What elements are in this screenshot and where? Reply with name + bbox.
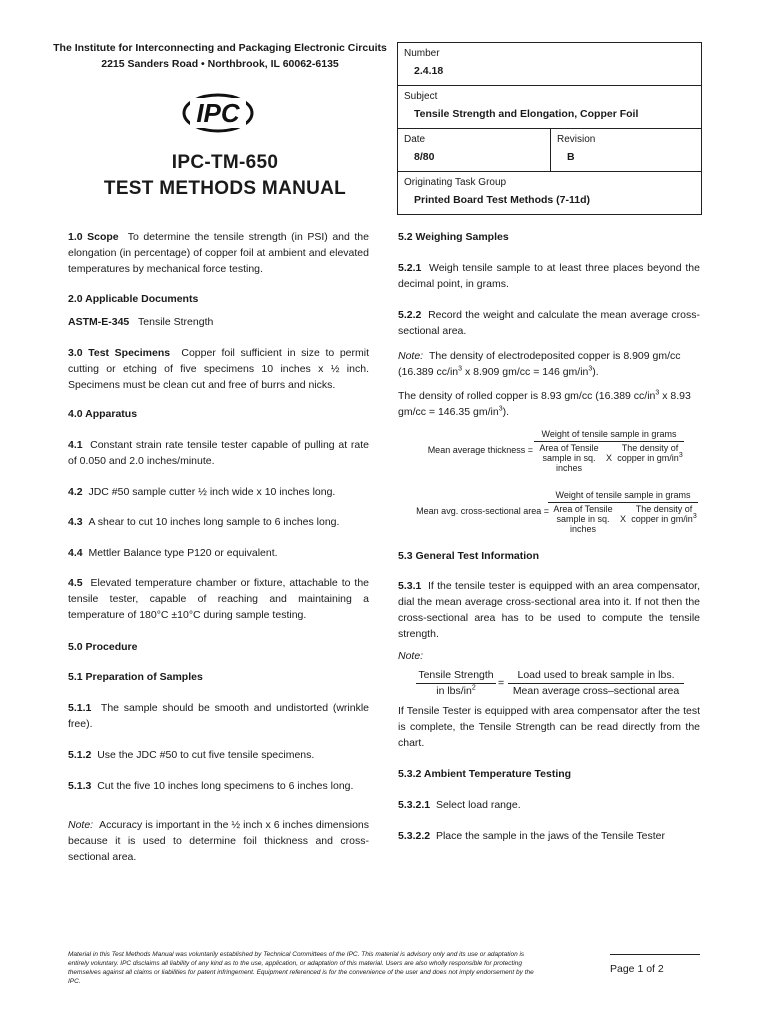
item-number: 4.2 [68,486,83,498]
density-text-b: x 8.93 gm/cc = 146.35 gm/in [398,390,691,418]
institute-address: 2215 Sanders Road • Northbrook, IL 60062-6135 [101,58,339,70]
step-number: 5.3.2.1 [398,799,431,811]
item-text: A shear to cut 10 inches long sample to 6 inches long. [88,516,340,528]
specimens-section [68,345,369,393]
step-text: Weigh tensile sample to at least three places beyond the decimal point, in grams. [398,262,700,290]
scope-text: To determine the tensile strength (in PSI) and the elongation (in percentage) of copper foil at ambient and elevated temperatures by mechanical force testing. [68,231,369,275]
task-group-row [398,172,701,214]
cross-section-formula [398,489,700,539]
subject-row [398,86,701,129]
step-number: 5.3.1 [398,580,422,592]
step-5-1-3 [68,778,369,794]
density-text-a: The density of electrodeposited copper is 8.909 gm/cc (16.389 cc/in [398,350,681,378]
fraction-bar [534,441,684,442]
multiply-sign: X [619,514,626,524]
density-text-c: ). [502,406,510,418]
superscript: 3 [498,405,503,413]
step-number: 5.3.2.2 [398,830,431,842]
step-text: Record the weight and calculate the mean average cross-sectional area. [398,309,700,337]
subject-value: Tensile Strength and Elongation, Copper Foil [414,108,639,120]
scope-heading: 1.0 Scope [68,231,119,243]
institute-header [40,40,400,72]
ambient-testing-heading: 5.3.2 Ambient Temperature Testing [398,768,572,780]
apparatus-4-1 [68,437,369,469]
applicable-docs-heading: 2.0 Applicable Documents [68,293,199,305]
procedure-heading: 5.0 Procedure [68,641,138,653]
step-5-2-2 [398,307,700,339]
apparatus-heading: 4.0 Apparatus [68,408,138,420]
multiply-sign: X [605,453,612,463]
apparatus-4-5 [68,575,369,623]
step-text: Cut the five 10 inches long specimens to 6 inches long. [97,780,354,792]
general-info-heading: 5.3 General Test Information [398,550,540,562]
note-label: Note: [398,650,424,662]
date-revision-row [398,129,701,172]
item-number: 4.5 [68,577,83,589]
astm-code: ASTM-E-345 [68,316,130,328]
step-number: 5.2.1 [398,262,422,274]
manual-title [60,150,390,202]
note-label: Note: [68,819,94,831]
document-info-box [397,42,702,215]
item-text: Mettler Balance type P120 or equivalent. [88,547,278,559]
formula-rhs-numerator: Load used to break sample in lbs. [517,669,675,681]
task-group-value: Printed Board Test Methods (7-11d) [414,194,590,206]
number-label: Number [404,48,440,59]
formula-lhs-bottom: in lbs/$in^2$ [436,684,476,697]
step-5-1-2 [68,747,369,763]
step-text: If the tensile tester is equipped with an area compensator, dial the mean average cross-sectional area into it. If not then the cross-sectional area has to be used to compute the tensile strength. [398,580,700,640]
specimens-heading: 3.0 Test Specimens [68,347,171,359]
step-5-3-2-1 [398,797,700,813]
institute-name: The Institute for Interconnecting and Packaging Electronic Circuits [53,42,387,54]
step-text: Place the sample in the jaws of the Tensile Tester [435,830,665,842]
formula-denominator-density: The density of copper in $gm/in^3$ [617,443,683,463]
number-row [398,43,701,86]
date-value: 8/80 [414,151,435,163]
subject-label: Subject [404,91,438,102]
formula-denominator-area: Area of Tensile sample in sq. inches [553,504,613,534]
item-number: 4.4 [68,547,83,559]
formula-label: Mean avg. cross-sectional area = [416,506,549,516]
step-5-1-1 [68,700,369,732]
specimens-text: Copper foil sufficient in size to permit cutting or etching of five specimens 10 inches x ½ inch. Specimens must be clean cut and free of burrs and nicks. [68,347,370,391]
thickness-formula [398,428,700,478]
formula-denominator-density: The density of copper in $gm/in^3$ [631,504,697,524]
item-number: 4.3 [68,516,83,528]
apparatus-4-2 [68,484,369,500]
manual-name: TEST METHODS MANUAL [103,178,347,199]
revision-value: B [567,151,575,163]
item-text: JDC #50 sample cutter ½ inch wide x 10 inches long. [88,486,336,498]
step-5-3-2-2 [398,828,700,844]
number-value: 2.4.18 [414,65,444,77]
step-5-3-1 [398,578,700,642]
formula-label: Mean average thickness = [427,445,533,455]
step-number: 5.2.2 [398,309,422,321]
date-label: Date [404,134,426,145]
scope-section [68,229,369,277]
fraction-bar [548,502,698,503]
item-text: Elevated temperature chamber or fixture, attachable to the tensile tester, capable of reaching and maintaining a temperature of 180°C ±10°C during sample testing. [68,577,369,621]
rolled-copper-density [398,388,700,420]
superscript: 3 [588,365,593,373]
revision-label: Revision [557,134,596,145]
step-number: 5.1.1 [68,702,92,714]
note-text: Accuracy is important in the ½ inch x 6 inches dimensions because it is used to determine foil thickness and cross-sectional area. [68,819,370,863]
manual-code: IPC-TM-650 [171,152,279,173]
note-label: Note: [398,350,424,362]
apparatus-4-3 [68,514,369,530]
disclaimer-note: Material in this Test Methods Manual was voluntarily established by Technical Committees of the IPC. This material is advisory only and its use or adaptation is entirely voluntary. IPC disclaims all liability of any kind as to the use, application, or adaptation of this material. Users are also wholly responsible for protecting themselves against all claims or liabilities for patent infringement. Equipment referenced is for the convenience of the user and does not imply endorsement by the IPC. [68,951,534,985]
equals-sign: = [498,677,505,689]
formula-numerator: Weight of tensile sample in grams [541,429,677,439]
step-5-2-1 [398,260,700,292]
compensator-text: If Tensile Tester is equipped with area compensator after the test is complete, the Tensile Strength can be read directly from the chart. [398,705,700,749]
astm-title: Tensile Strength [138,316,214,328]
item-number: 4.1 [68,439,83,451]
density-text-b: x 8.909 gm/cc = 146 gm/in [462,366,589,378]
apparatus-4-4 [68,545,369,561]
item-text: Constant strain rate tensile tester capable of pulling at rate of 0.050 and 2.0 inches/minute. [68,439,369,467]
formula-denominator-area: Area of Tensile sample in sq. inches [539,443,599,473]
astm-reference [68,314,369,330]
tensile-strength-formula [398,668,700,702]
step-text: The sample should be smooth and undistorted (wrinkle free). [68,702,369,730]
density-text-c: ). [592,366,599,378]
ipc-logo [180,90,256,136]
preparation-heading: 5.1 Preparation of Samples [68,671,203,683]
superscript: 3 [458,365,463,373]
density-text-a: The density of rolled copper is 8.93 gm/cc (16.389 cc/in [398,390,656,402]
step-number: 5.1.2 [68,749,92,761]
weighing-heading: 5.2 Weighing Samples [398,231,509,243]
step-number: 5.1.3 [68,780,92,792]
ed-copper-density-note [398,348,700,380]
superscript: 3 [655,389,660,397]
task-group-label: Originating Task Group [404,177,507,188]
formula-numerator: Weight of tensile sample in grams [555,490,691,500]
step-text: Select load range. [435,799,521,811]
logo-text: IPC [196,98,240,128]
formula-rhs-denominator: Mean average cross–sectional area [512,685,680,697]
accuracy-note [68,817,369,865]
formula-lhs-top: Tensile Strength [418,669,494,681]
page-number: Page 1 of 2 [610,954,700,975]
step-text: Use the JDC #50 to cut five tensile specimens. [97,749,315,761]
